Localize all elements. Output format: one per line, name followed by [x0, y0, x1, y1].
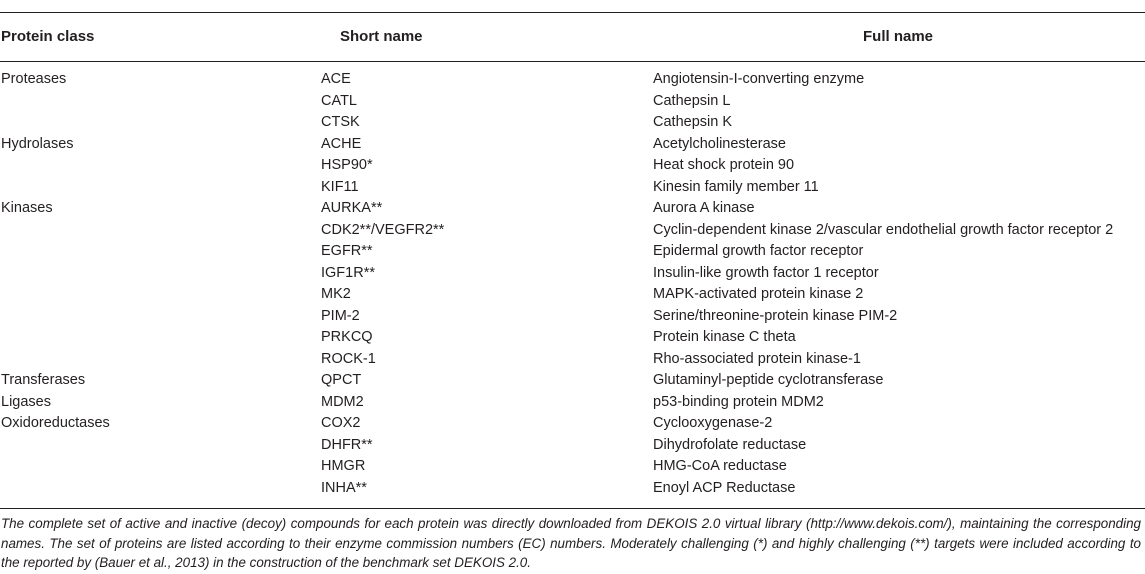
cell-protein-class [0, 91, 321, 113]
cell-full-name: Dihydrofolate reductase [653, 436, 807, 453]
cell-short-name: MK2 [321, 286, 351, 302]
table-row [0, 177, 1145, 199]
cell-full-name: Serine/threonine-protein kinase PIM-2 [653, 307, 898, 324]
table-footnote: The complete set of active and inactive (decoy) compounds for each protein was directly downloaded from DEKOIS 2.0 virtual library (http://www.dekois.com/), maintaining the corresponding names. The set of proteins are listed according to their enzyme commission numbers (EC) numbers. Moderately challenging (*) and highly challenging (**) targets were included according to the reported by (Bauer et al., 2013) in the construction of the benchmark set DEKOIS 2.0. [1, 516, 1141, 571]
cell-short-name: MDM2 [321, 393, 364, 410]
cell-protein-class: Transferases [1, 372, 86, 388]
cell-short-name: PIM-2 [321, 307, 360, 324]
cell-protein-class [0, 284, 321, 306]
cell-protein-class [0, 241, 321, 263]
cell-protein-class [0, 112, 321, 134]
cell-protein-class [0, 155, 321, 177]
cell-short-name: KIF11 [321, 178, 359, 195]
cell-short-name: HMGR [321, 458, 366, 474]
cell-short-name: ACHE [321, 135, 362, 152]
cell-short-name: CATL [321, 92, 357, 109]
table-row [0, 220, 1145, 242]
cell-full-name: MAPK-activated protein kinase 2 [653, 286, 864, 302]
cell-short-name: CTSK [321, 114, 360, 130]
table-row [0, 91, 1145, 113]
cell-short-name: EGFR** [321, 243, 373, 259]
cell-protein-class [0, 478, 321, 500]
table-row [0, 392, 1145, 414]
cell-short-name: CDK2**/VEGFR2** [321, 221, 445, 238]
table-row [0, 456, 1145, 478]
table-row [0, 349, 1145, 371]
cell-full-name: Epidermal growth factor receptor [653, 243, 864, 259]
cell-full-name: Aurora A kinase [653, 200, 755, 216]
table-row [0, 198, 1145, 220]
cell-protein-class: Ligases [1, 393, 51, 410]
table-row [0, 435, 1145, 457]
table-row [0, 112, 1145, 134]
cell-protein-class [0, 177, 321, 199]
cell-full-name: Heat shock protein 90 [653, 157, 795, 173]
cell-full-name: Cyclin-dependent kinase 2/vascular endothelial growth factor receptor 2 [653, 221, 1114, 238]
table-row [0, 241, 1145, 263]
cell-full-name: Protein kinase C theta [653, 329, 796, 345]
table-row [0, 370, 1145, 392]
cell-protein-class: Hydrolases [1, 135, 74, 152]
table-row [0, 478, 1145, 500]
table-row [0, 327, 1145, 349]
cell-protein-class: Oxidoreductases [1, 415, 110, 431]
table-row [0, 61, 1145, 91]
header-full-name: Full name [863, 28, 934, 45]
cell-full-name: Angiotensin-I-converting enzyme [653, 71, 865, 87]
header-row [0, 12, 1145, 61]
cell-full-name: Cyclooxygenase-2 [653, 415, 773, 431]
cell-protein-class: Proteases [1, 71, 67, 87]
cell-short-name: DHFR** [321, 436, 373, 453]
cell-protein-class [0, 349, 321, 371]
cell-protein-class: Kinases [1, 200, 53, 216]
cell-full-name: Cathepsin L [653, 92, 731, 109]
cell-protein-class [0, 435, 321, 457]
cell-full-name: Acetylcholinesterase [653, 135, 786, 152]
cell-short-name: PRKCQ [321, 329, 373, 345]
table-row [0, 306, 1145, 328]
table-row [0, 263, 1145, 285]
cell-protein-class [0, 327, 321, 349]
cell-full-name: Rho-associated protein kinase-1 [653, 350, 861, 367]
cell-short-name: IGF1R** [321, 264, 375, 281]
table-row [0, 134, 1145, 156]
cell-full-name: Enoyl ACP Reductase [653, 479, 796, 496]
cell-short-name: AURKA** [321, 200, 383, 216]
table-row [0, 284, 1145, 306]
table-header [0, 12, 1145, 61]
cell-full-name: Kinesin family member 11 [653, 178, 819, 195]
cell-protein-class [0, 306, 321, 328]
cell-protein-class [0, 456, 321, 478]
cell-short-name: HSP90* [321, 157, 373, 173]
cell-full-name: Cathepsin K [653, 114, 732, 130]
cell-short-name: ACE [321, 71, 351, 87]
table-bottom-rule [0, 508, 1145, 509]
cell-short-name: COX2 [321, 415, 361, 431]
cell-full-name: HMG-CoA reductase [653, 458, 787, 474]
table-row [0, 155, 1145, 177]
protein-table [0, 12, 1145, 499]
cell-protein-class [0, 263, 321, 285]
cell-full-name: Glutaminyl-peptide cyclotransferase [653, 372, 884, 388]
cell-short-name: ROCK-1 [321, 350, 376, 367]
cell-short-name: QPCT [321, 372, 362, 388]
cell-short-name: INHA** [321, 479, 367, 496]
table-body [0, 61, 1145, 499]
header-protein-class: Protein class [1, 28, 95, 45]
cell-full-name: p53-binding protein MDM2 [653, 393, 824, 410]
cell-full-name: Insulin-like growth factor 1 receptor [653, 264, 879, 281]
table-row [0, 413, 1145, 435]
header-short-name: Short name [340, 28, 423, 45]
cell-protein-class [0, 220, 321, 242]
